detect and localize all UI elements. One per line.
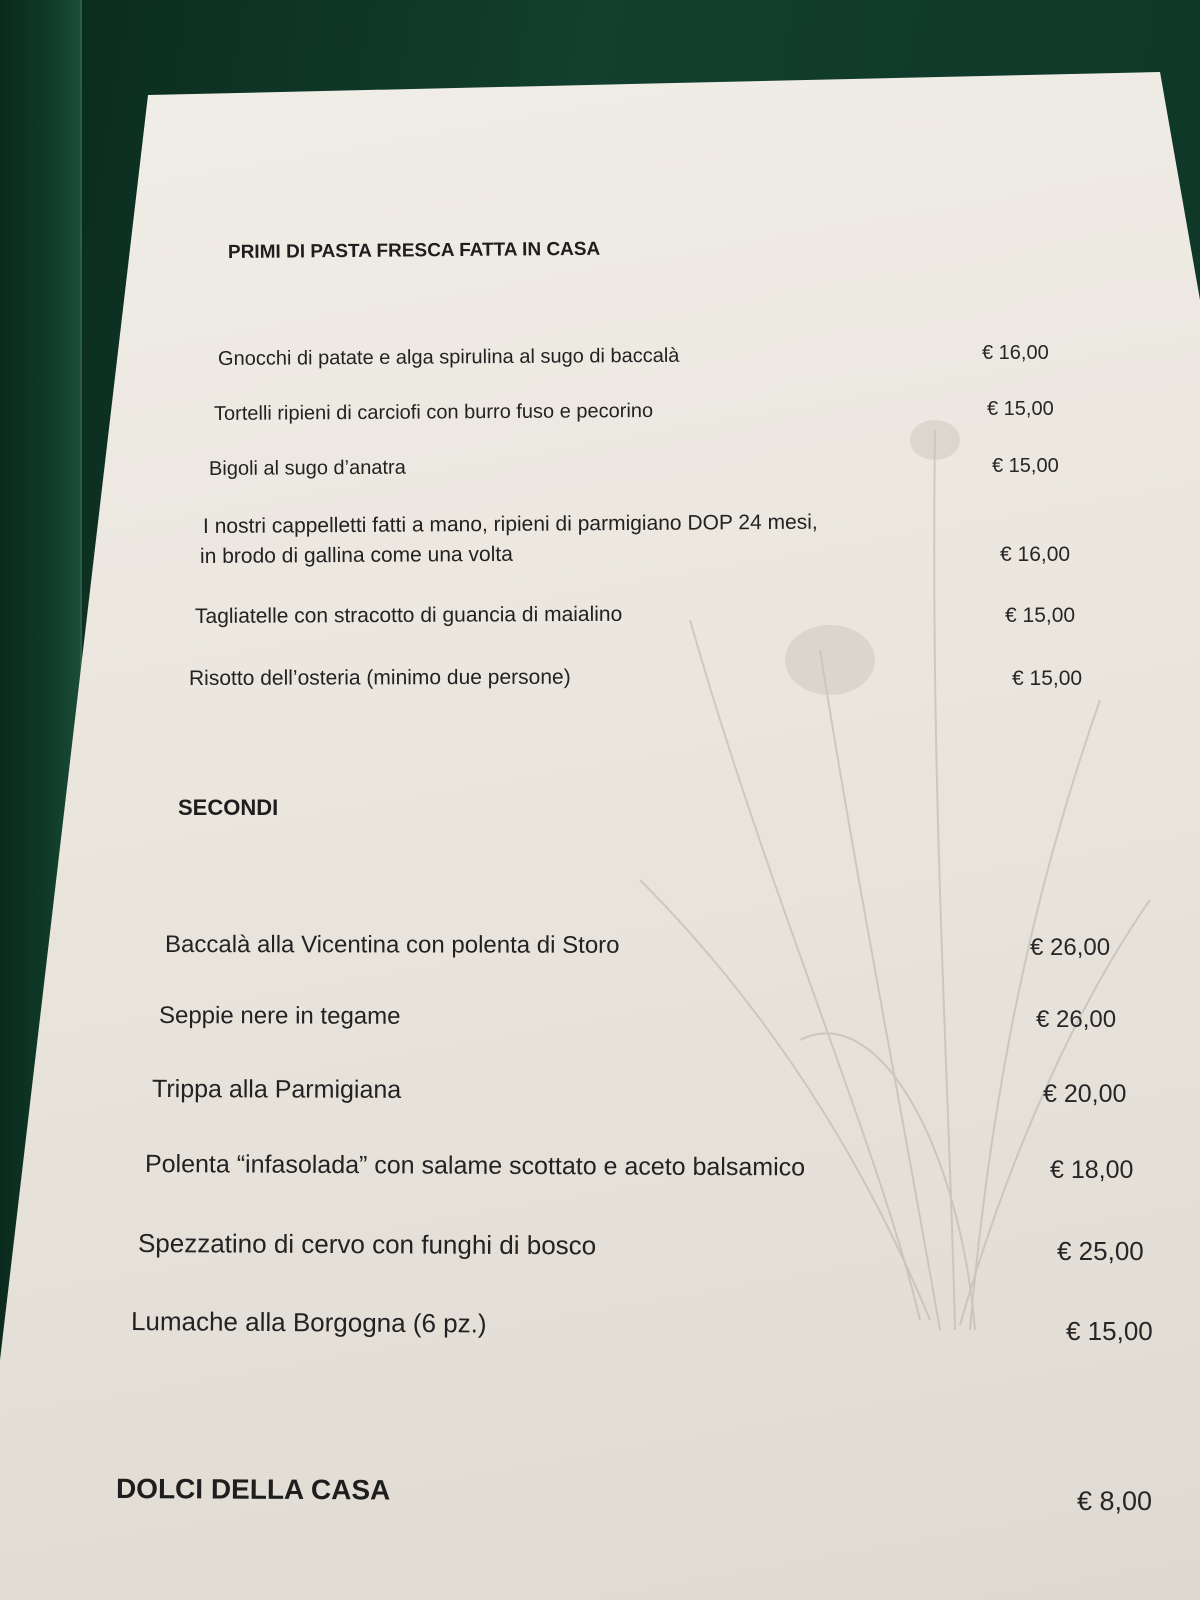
menu-item-price: € 20,00 (1043, 1080, 1127, 1108)
menu-item-price: € 26,00 (1030, 934, 1111, 961)
section-title-secondi: SECONDI (178, 795, 279, 820)
menu-item-name: Risotto dell’osteria (minimo due persone) (188, 665, 571, 690)
menu-item-price: € 15,00 (1012, 667, 1083, 690)
menu-item-name: Tortelli ripieni di carciofi con burro fuso e pecorino (213, 399, 654, 425)
menu-item-price: € 25,00 (1057, 1236, 1144, 1266)
menu-item-name: Baccalà alla Vicentina con polenta di Storo (164, 931, 620, 959)
menu-item-name: Gnocchi di patate e alga spirulina al sugo di baccalà (217, 344, 680, 370)
menu-item-name-continued: in brodo di gallina come una volta (199, 542, 513, 568)
dolci-price: € 8,00 (1077, 1486, 1153, 1516)
menu-item-name: Spezzatino di cervo con funghi di bosco (137, 1228, 597, 1261)
menu-item-price: € 15,00 (1005, 604, 1076, 627)
menu-item-price: € 16,00 (982, 342, 1049, 364)
menu-item-name: Lumache alla Borgogna (6 pz.) (130, 1306, 487, 1339)
menu-item-name: Bigoli al sugo d’anatra (208, 456, 406, 480)
menu-item-name: Polenta “infasolada” con salame scottato e aceto balsamico (144, 1150, 806, 1182)
menu-item-price: € 26,00 (1036, 1006, 1117, 1033)
menu-item-name: Trippa alla Parmigiana (151, 1075, 402, 1104)
section-title-primi: PRIMI DI PASTA FRESCA FATTA IN CASA (227, 238, 601, 263)
menu-item-name: Tagliatelle con stracotto di guancia di maialino (194, 602, 623, 628)
menu-item-price: € 15,00 (987, 398, 1054, 420)
section-title-dolci: DOLCI DELLA CASA (115, 1473, 391, 1506)
menu-item-price: € 15,00 (992, 455, 1059, 477)
menu-item-price: € 16,00 (1000, 543, 1071, 566)
menu-item-name: I nostri cappelletti fatti a mano, ripieni di parmigiano DOP 24 mesi, (202, 510, 818, 538)
menu-item-price: € 15,00 (1066, 1316, 1153, 1346)
menu-item-price: € 18,00 (1050, 1156, 1134, 1184)
menu-item-name: Seppie nere in tegame (158, 1002, 401, 1030)
